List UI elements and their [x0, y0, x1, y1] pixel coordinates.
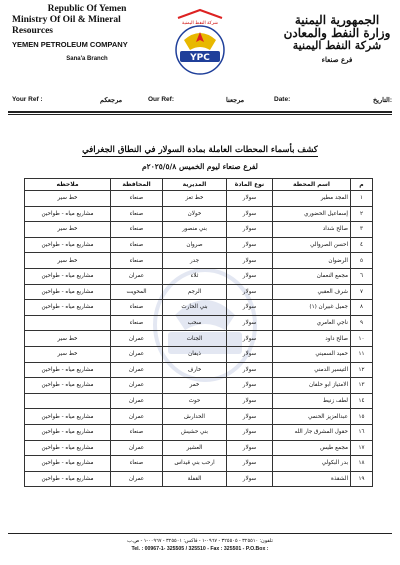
- table-row: [25, 315, 373, 331]
- cell-station: ناجي العامري: [273, 315, 351, 331]
- cell-index: ٦: [351, 268, 373, 284]
- cell-station: حقول المشرق جار الله: [273, 424, 351, 440]
- cell-notes: مشاريع مياه - طواحين: [25, 237, 111, 253]
- cell-governorate: عمران: [111, 409, 163, 425]
- cell-fuel: سولار: [227, 300, 273, 316]
- cell-fuel: سولار: [227, 315, 273, 331]
- ar-branch-label: فرع صنعاء: [321, 55, 353, 64]
- cell-index: ٥: [351, 253, 373, 269]
- cell-governorate: صنعاء: [111, 253, 163, 269]
- cell-governorate: صنعاء: [111, 222, 163, 238]
- cell-notes: خط سير: [25, 331, 111, 347]
- table-row: [25, 409, 373, 425]
- cell-fuel: سولار: [227, 440, 273, 456]
- cell-station: الشقذة: [273, 471, 351, 487]
- cell-fuel: سولار: [227, 222, 273, 238]
- logo-caption: شركة النفط اليمنية: [182, 21, 218, 26]
- cell-notes: مشاريع مياه - طواحين: [25, 362, 111, 378]
- cell-notes: خط سير: [25, 191, 111, 207]
- cell-notes: خط سير: [25, 346, 111, 362]
- header-divider-thin: [8, 114, 392, 115]
- table-row: [25, 378, 373, 394]
- cell-fuel: سولار: [227, 331, 273, 347]
- cell-governorate: المحويت: [111, 284, 163, 300]
- cell-index: ١٥: [351, 409, 373, 425]
- cell-notes: [25, 315, 111, 331]
- cell-fuel: سولار: [227, 456, 273, 472]
- cell-index: ١٩: [351, 471, 373, 487]
- table-row: [25, 237, 373, 253]
- cell-notes: مشاريع مياه - طواحين: [25, 471, 111, 487]
- cell-station: صالح داود: [273, 331, 351, 347]
- cell-station: شرف العقبي: [273, 284, 351, 300]
- cell-fuel: سولار: [227, 237, 273, 253]
- cell-fuel: سولار: [227, 206, 273, 222]
- cell-station: الرضوان: [273, 253, 351, 269]
- table-row: [25, 300, 373, 316]
- cell-index: ١٣: [351, 378, 373, 394]
- cell-governorate: عمران: [111, 268, 163, 284]
- cell-governorate: عمران: [111, 378, 163, 394]
- col-header-station: اسم المحطة: [273, 179, 351, 191]
- republic-label: Republic Of Yemen: [47, 4, 127, 14]
- table-row: [25, 456, 373, 472]
- cell-notes: مشاريع مياه - طواحين: [25, 268, 111, 284]
- cell-station: الامتياز ابو حلفان: [273, 378, 351, 394]
- date-en: Date:: [274, 96, 291, 103]
- table-row: [25, 424, 373, 440]
- cell-index: ٨: [351, 300, 373, 316]
- cell-governorate: عمران: [111, 393, 163, 409]
- cell-index: ١٧: [351, 440, 373, 456]
- footer: [8, 537, 392, 553]
- cell-notes: مشاريع مياه - طواحين: [25, 206, 111, 222]
- document-title: [20, 145, 380, 155]
- cell-station: احسن الصروالي: [273, 237, 351, 253]
- table-row: [25, 440, 373, 456]
- cell-station: مجمع طيس: [273, 440, 351, 456]
- cell-fuel: سولار: [227, 268, 273, 284]
- cell-notes: خط سير: [25, 253, 111, 269]
- cell-notes: مشاريع مياه - طواحين: [25, 378, 111, 394]
- col-header-index: م: [351, 179, 373, 191]
- cell-index: ١٠: [351, 331, 373, 347]
- date-ar: التاريخ:: [372, 97, 392, 104]
- your-ref-en: Your Ref :: [12, 96, 43, 103]
- cell-fuel: سولار: [227, 284, 273, 300]
- cell-fuel: سولار: [227, 253, 273, 269]
- cell-notes: مشاريع مياه - طواحين: [25, 300, 111, 316]
- cell-notes: مشاريع مياه - طواحين: [25, 409, 111, 425]
- footer-contact-ar: تلفون: ٣٢٥٥١٠ - ٣٢٥٥٠٥ - ٠٩٦٧-١ - فاكس: ٣٢٥٥٠١ - ٠٠٩٦٧-١ - ص.ب: [127, 538, 273, 544]
- cell-governorate: صنعاء: [111, 456, 163, 472]
- cell-index: ١٤: [351, 393, 373, 409]
- footer-divider: [8, 533, 392, 534]
- cell-governorate: عمران: [111, 331, 163, 347]
- cell-station: إسماعيل الحضوري: [273, 206, 351, 222]
- cell-district: سحب: [163, 315, 227, 331]
- cell-fuel: سولار: [227, 191, 273, 207]
- table-row: [25, 253, 373, 269]
- cell-index: ١: [351, 191, 373, 207]
- table-row: [25, 362, 373, 378]
- cell-index: ٩: [351, 315, 373, 331]
- cell-notes: مشاريع مياه - طواحين: [25, 424, 111, 440]
- cell-fuel: سولار: [227, 471, 273, 487]
- cell-governorate: صنعاء: [111, 424, 163, 440]
- table-row: [25, 331, 373, 347]
- cell-index: ٤: [351, 237, 373, 253]
- cell-district: خارف: [163, 362, 227, 378]
- cell-station: مجمع النعمان: [273, 268, 351, 284]
- cell-district: صروان: [163, 237, 227, 253]
- ar-ministry-label: وزارة النفط والمعادن: [283, 26, 391, 40]
- cell-fuel: سولار: [227, 424, 273, 440]
- cell-station: التيسير الدمني: [273, 362, 351, 378]
- cell-index: ٣: [351, 222, 373, 238]
- cell-index: ٢: [351, 206, 373, 222]
- stations-table: [24, 178, 373, 487]
- cell-district: بني حشيش: [163, 424, 227, 440]
- ar-republic-label: الجمهورية اليمنية: [294, 13, 380, 27]
- cell-index: ١٦: [351, 424, 373, 440]
- cell-district: ارحب بني قيداس: [163, 456, 227, 472]
- table-row: [25, 346, 373, 362]
- cell-district: ثلاء: [163, 268, 227, 284]
- col-header-governorate: المحافظة: [111, 179, 163, 191]
- cell-governorate: صنعاء: [111, 300, 163, 316]
- cell-governorate: صنعاء: [111, 237, 163, 253]
- cell-governorate: صنعاء: [111, 191, 163, 207]
- cell-district: الجنات: [163, 331, 227, 347]
- cell-district: العشير: [163, 440, 227, 456]
- our-ref-ar: مرجعنا: [226, 97, 245, 104]
- cell-district: بني منصور: [163, 222, 227, 238]
- cell-notes: خط سير: [25, 222, 111, 238]
- cell-station: عبدالعزيز الحنمي: [273, 409, 351, 425]
- table-row: [25, 191, 373, 207]
- cell-governorate: عمران: [111, 440, 163, 456]
- ypc-logo: [170, 4, 230, 84]
- cell-index: ٧: [351, 284, 373, 300]
- cell-station: حميد السميني: [273, 346, 351, 362]
- cell-fuel: سولار: [227, 346, 273, 362]
- cell-district: خط تعز: [163, 191, 227, 207]
- cell-district: بني الحارث: [163, 300, 227, 316]
- ar-company-label: شركة النفط اليمنية: [292, 39, 382, 52]
- cell-station: صالح شداد: [273, 222, 351, 238]
- table-row: [25, 268, 373, 284]
- your-ref-ar: مرجعكم: [100, 97, 123, 104]
- cell-notes: مشاريع مياه - طواحين: [25, 284, 111, 300]
- cell-governorate: عمران: [111, 362, 163, 378]
- branch-label: Sana'a Branch: [66, 56, 108, 62]
- cell-station: بدر البكولي: [273, 456, 351, 472]
- cell-station: لطف زنيط: [273, 393, 351, 409]
- ministry-label: Ministry Of Oil & Mineral Resources: [12, 15, 121, 36]
- cell-district: خولان: [163, 206, 227, 222]
- cell-fuel: سولار: [227, 378, 273, 394]
- document-subtitle: لفرع صنعاء ليوم الخميس ٢٠٢٥/٥/٨م: [142, 162, 258, 171]
- header-divider: [8, 111, 392, 113]
- cell-index: ١٢: [351, 362, 373, 378]
- table-row: [25, 206, 373, 222]
- cell-district: حوث: [163, 393, 227, 409]
- cell-governorate: صنعاء: [111, 206, 163, 222]
- cell-station: المجد مطير: [273, 191, 351, 207]
- cell-district: الحدارش: [163, 409, 227, 425]
- reference-line: [12, 96, 392, 108]
- our-ref-en: Our Ref:: [148, 96, 174, 103]
- table-row: [25, 393, 373, 409]
- cell-district: ذيفان: [163, 346, 227, 362]
- cell-governorate: صنعاء: [111, 315, 163, 331]
- cell-district: جدر: [163, 253, 227, 269]
- document-title-text: كشف بأسماء المحطات العاملة بمادة السولار في النطاق الجغرافي: [82, 145, 318, 155]
- cell-district: خمر: [163, 378, 227, 394]
- arabic-letterhead: [282, 14, 392, 64]
- table-row: [25, 471, 373, 487]
- cell-index: ١٨: [351, 456, 373, 472]
- cell-governorate: عمران: [111, 471, 163, 487]
- cell-station: جميل غبيران (١): [273, 300, 351, 316]
- col-header-fuel: نوع المادة: [227, 179, 273, 191]
- cell-index: ١١: [351, 346, 373, 362]
- cell-notes: [25, 393, 111, 409]
- cell-fuel: سولار: [227, 409, 273, 425]
- table-row: [25, 284, 373, 300]
- table-row: [25, 222, 373, 238]
- footer-contact-en: Tel. : 00967-1- 325505 / 325510 - Fax : 325501 - P.O.Box :: [131, 546, 269, 552]
- cell-notes: مشاريع مياه - طواحين: [25, 440, 111, 456]
- cell-fuel: سولار: [227, 393, 273, 409]
- cell-governorate: عمران: [111, 346, 163, 362]
- col-header-notes: ملاحظه: [25, 179, 111, 191]
- cell-district: القفلة: [163, 471, 227, 487]
- logo-text: YPC: [190, 53, 210, 63]
- company-label: YEMEN PETROLEUM COMPANY: [12, 40, 128, 49]
- cell-notes: مشاريع مياه - طواحين: [25, 456, 111, 472]
- cell-district: الرجم: [163, 284, 227, 300]
- table-header-row: [25, 179, 373, 191]
- english-letterhead: [12, 4, 162, 65]
- col-header-district: المديرية: [163, 179, 227, 191]
- cell-fuel: سولار: [227, 362, 273, 378]
